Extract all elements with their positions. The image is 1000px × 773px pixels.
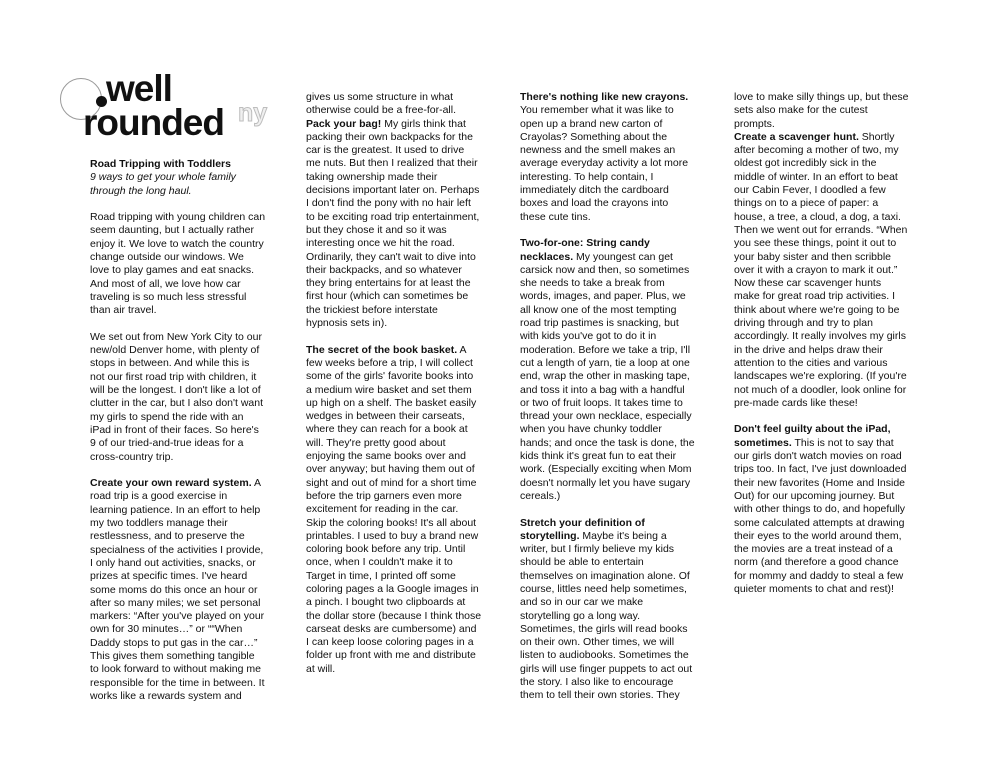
- text-line: their backpacks, and so whatever: [306, 263, 462, 276]
- text-line: coloring book before any trip. Until: [306, 543, 466, 556]
- text-line: responsible for the time in between. It: [90, 676, 265, 689]
- text-line: course, littles need help sometimes,: [520, 582, 687, 595]
- text-line: on their own. Other times, we will: [520, 636, 675, 649]
- text-line: not much of a doodler, look online for: [734, 383, 907, 396]
- text-line: And most of all, we love how car: [90, 277, 241, 290]
- text-line: Then we went out for errands. “When: [734, 223, 908, 236]
- text-line: you see these things, point it out to: [734, 237, 897, 250]
- text-line: decisions important later on. Perhaps: [306, 184, 480, 197]
- text-line: attention to the cities and various: [734, 356, 888, 369]
- text-line: carseat desks are cumbersome) and: [306, 622, 477, 635]
- text-line: oldest got incredibly sick in the: [734, 157, 877, 170]
- text-line: over anyway; but having them out of: [306, 463, 475, 476]
- column-1: [90, 158, 275, 703]
- text-line: their new favorites (Home and Inside: [734, 476, 905, 489]
- tip-6-heading: Stretch your definition of: [520, 516, 645, 529]
- text-line: carsick now and then, so sometimes: [520, 263, 690, 276]
- tip-3-first-words: A: [457, 343, 467, 356]
- text-line: up high on a shelf. The basket easily: [306, 396, 477, 409]
- text-line: learning patience. In an effort to help: [90, 503, 261, 516]
- text-line: not our first road trip with children, it: [90, 370, 257, 383]
- text-line: accordingly. It really involves my girls: [734, 330, 906, 343]
- text-line: own for 30 minutes…” or ““When: [90, 623, 243, 636]
- text-line: interesting once we hit the road.: [306, 237, 455, 250]
- tip-2-heading: Pack your bag!: [306, 117, 382, 130]
- text-line: the story. I also like to encourage: [520, 676, 674, 689]
- article-title: Road Tripping with Toddlers: [90, 158, 231, 170]
- tip-6-first-words: Maybe it's being a: [579, 529, 667, 542]
- text-line: road trip pastimes is snacking, but: [520, 317, 679, 330]
- text-line: new/old Denver home, with plenty of: [90, 344, 260, 357]
- logo-word-rounded: rounded: [83, 102, 224, 143]
- text-line: restlessness, and to preserve the: [90, 530, 245, 543]
- text-line: the trickiest before interstate: [306, 303, 438, 316]
- text-line: specialness of the activities I provide,: [90, 543, 264, 556]
- tip-5-heading-end: necklaces.: [520, 250, 574, 263]
- text-line: them to tell their own stories. They: [520, 689, 680, 702]
- text-line: markers: “After you've played on your: [90, 610, 265, 623]
- text-line: with other things to do, and hopefully: [734, 503, 906, 516]
- text-line: boxes and load the crayons into: [520, 197, 669, 210]
- text-line: over it with a crayon to mark it out.”: [734, 263, 898, 276]
- text-line: me nuts. But then I realized that their: [306, 157, 478, 170]
- text-line: think about where we're going to be: [734, 303, 900, 316]
- tip-6-continued: [734, 91, 919, 131]
- text-line: prompts.: [734, 117, 775, 130]
- text-line: I don't find the pony with no hair left: [306, 197, 471, 210]
- text-line: immediately ditch the cardboard: [520, 184, 669, 197]
- text-line: through the long haul.: [90, 184, 192, 197]
- text-line: works like a rewards system and: [90, 689, 242, 702]
- text-line: for mommy and daddy to steal a few: [734, 569, 904, 582]
- text-line: Crayolas? Something about the: [520, 130, 668, 143]
- tip-8-first-words: This is not to say that: [791, 436, 894, 449]
- text-line: storytelling go a long way.: [520, 609, 641, 622]
- text-line: kids think it's great fun to eat their: [520, 450, 677, 463]
- tip-8-heading: Don't feel guilty about the iPad,: [734, 423, 891, 436]
- text-line: change outside our windows. We: [90, 251, 244, 264]
- tip-6-body: [520, 543, 705, 703]
- text-line: will. They're pretty good about: [306, 436, 446, 449]
- text-line: moderation. Before we take a trip, I'll: [520, 343, 691, 356]
- text-line: pre-made cards like these!: [734, 396, 858, 409]
- text-line: my girls to spend the ride with an: [90, 410, 244, 423]
- text-line: taking ownership made their: [306, 170, 438, 183]
- text-line: landscapes we're exploring. (If you're: [734, 370, 907, 383]
- text-line: some moms do this once an hour or: [90, 583, 258, 596]
- text-line: I can keep loose coloring pages in a: [306, 636, 474, 649]
- text-line: listen to audiobooks. Sometimes the: [520, 649, 689, 662]
- text-line: gives us some structure in what: [306, 91, 454, 103]
- text-line: they bring entertains for at least the: [306, 277, 471, 290]
- tip-1-body: [90, 490, 275, 703]
- text-line: to be exciting road trip entertainment,: [306, 210, 480, 223]
- text-line: after so many miles; we set personal: [90, 596, 261, 609]
- tip-2-body: [306, 131, 491, 330]
- text-line: make for great road trip activities. I: [734, 290, 896, 303]
- tip-1-continued: [306, 91, 491, 118]
- text-line: average everyday activity a lot more: [520, 157, 689, 170]
- text-line: middle of winter. In an effort to beat: [734, 170, 898, 183]
- tip-4-heading: There's nothing like new crayons.: [520, 91, 689, 103]
- tip-1-heading-line: [90, 477, 275, 490]
- text-line: first hour (which can sometimes be: [306, 290, 469, 303]
- text-line: newness and the smell makes an: [520, 144, 676, 157]
- text-line: I only hand out activities, snacks, or: [90, 556, 256, 569]
- tip-3-body: [306, 357, 491, 676]
- text-line: should be able to entertain: [520, 556, 644, 569]
- text-line: We set out from New York City to our: [90, 330, 262, 343]
- text-line: enjoy it. We love to watch the country: [90, 237, 264, 250]
- text-line: prizes at specific times. I've heard: [90, 570, 248, 583]
- tip-5-heading: Two-for-one: String candy: [520, 237, 650, 250]
- text-line: our girls don't watch movies on road: [734, 450, 902, 463]
- text-line: doesn't normally let you have sugary: [520, 476, 691, 489]
- tip-7-body: [734, 144, 919, 410]
- text-line: some calculated attempts at drawing: [734, 516, 905, 529]
- text-line: interesting. To help contain, I: [520, 170, 654, 183]
- text-line: their eyes to the world around them,: [734, 529, 902, 542]
- tip-2-first-words: My girls think that: [381, 117, 466, 130]
- text-line: folder up front with me and distribute: [306, 649, 476, 662]
- text-line: where they can reach for a book at: [306, 423, 468, 436]
- text-line: packing their own backpacks for the: [306, 130, 473, 143]
- tip-5-heading-line: [520, 251, 705, 264]
- text-line: quieter moments to chat and rest)!: [734, 582, 894, 595]
- tip-7-heading: Create a scavenger hunt.: [734, 130, 859, 143]
- text-line: or two of fruit loops. It takes time to: [520, 396, 683, 409]
- tip-3-heading-line: [306, 344, 491, 357]
- text-line: some of the girls' favorite books into: [306, 370, 474, 383]
- logo-word-well: well: [106, 68, 172, 109]
- text-line: once, when I couldn't make it to: [306, 556, 453, 569]
- column-4: [734, 91, 919, 596]
- text-line: she needs to take a break from: [520, 277, 665, 290]
- text-line: cross-country trip.: [90, 450, 174, 463]
- tip-1-heading: Create your own reward system.: [90, 477, 252, 490]
- text-line: Skip the coloring books! It's all about: [306, 516, 477, 529]
- text-line: and toss it into a bag with a handful: [520, 383, 685, 396]
- masthead-logo: [60, 66, 290, 146]
- text-line: to look forward to without making me: [90, 663, 261, 676]
- text-line: driving through and try to plan: [734, 317, 873, 330]
- text-line: Out) for our upcoming journey. But: [734, 489, 895, 502]
- text-line: the dollar store (because I think those: [306, 609, 482, 622]
- tip-7-first-words: Shortly: [858, 130, 895, 143]
- text-line: before the trip garners even more: [306, 489, 462, 502]
- text-line: all know one of the most tempting: [520, 303, 677, 316]
- column-3: [520, 91, 705, 703]
- text-line: 9 of our tried-and-true ideas for a: [90, 437, 244, 450]
- text-line: Ordinarily, they can't wait to dive into: [306, 250, 476, 263]
- tip-8-heading-line: [734, 437, 919, 450]
- text-line: sight and out of mind for a short time: [306, 476, 477, 489]
- text-line: our Cabin Fever, I doodled a few: [734, 184, 886, 197]
- text-line: coloring pages a la Google images in: [306, 582, 479, 595]
- text-line: the movies are a treat instead of a: [734, 543, 893, 556]
- text-line: work. (Especially exciting when Mom: [520, 463, 692, 476]
- text-line: writer, but I firmly believe my kids: [520, 543, 675, 556]
- text-line: love to play games and eat snacks.: [90, 264, 255, 277]
- text-line: when you have chunky toddler: [520, 423, 662, 436]
- text-line: after becoming a mother of two, my: [734, 144, 899, 157]
- text-line: a pinch. I bought two clipboards at: [306, 596, 466, 609]
- tip-4-body: [520, 104, 705, 224]
- text-line: Road tripping with young children can: [90, 211, 266, 224]
- text-line: words, images, and paper. Plus, we: [520, 290, 686, 303]
- text-line: few weeks before a trip, I will collect: [306, 356, 473, 369]
- text-line: otherwise could be a free-for-all.: [306, 104, 456, 117]
- text-line: but they chose it and so it was: [306, 223, 447, 236]
- tip-1-first-words: A: [251, 477, 261, 490]
- text-line: Target in time, I printed off some: [306, 569, 456, 582]
- text-line: excitement for reading in the car.: [306, 503, 459, 516]
- text-line: and so in our car we make: [520, 596, 644, 609]
- text-line: themselves on imagination alone. Of: [520, 569, 690, 582]
- text-line: 9 ways to get your whole family: [90, 171, 236, 184]
- text-line: clutter in the car, but I also don't want: [90, 397, 264, 410]
- text-line: stops in between. And while this is: [90, 357, 250, 370]
- tip-6-heading-line: [520, 530, 705, 543]
- column-2: [306, 91, 491, 676]
- text-line: car is the greatest. It used to drive: [306, 144, 465, 157]
- text-line: a medium wire basket and set them: [306, 383, 472, 396]
- intro-paragraph-2: [90, 331, 275, 464]
- text-line: these cute tins.: [520, 210, 591, 223]
- text-line: wedges in between their carseats,: [306, 410, 465, 423]
- article-subtitle: [90, 171, 275, 198]
- text-line: in the drive and helps draw their: [734, 343, 883, 356]
- text-line: hands; and once the task is done, the: [520, 436, 695, 449]
- text-line: end, wrap the other in masking tape,: [520, 370, 690, 383]
- text-line: girls will use finger puppets to act out: [520, 662, 693, 675]
- text-line: with kids you've got to do it in: [520, 330, 657, 343]
- text-line: things on to a piece of paper: a: [734, 197, 879, 210]
- text-line: seem daunting, but I actually rather: [90, 224, 255, 237]
- tip-8-body: [734, 450, 919, 596]
- text-line: love to make silly things up, but these: [734, 91, 909, 103]
- text-line: Daddy stops to put gas in the car…”: [90, 636, 258, 649]
- text-line: You remember what it was like to: [520, 104, 674, 117]
- logo-suffix-ny: ny: [238, 99, 268, 127]
- text-line: This gives them something tangible: [90, 649, 255, 662]
- text-line: trips too. In fact, I've just downloaded: [734, 463, 907, 476]
- text-line: house, a tree, a cloud, a dog, a taxi.: [734, 210, 901, 223]
- text-line: cereals.): [520, 489, 561, 502]
- text-line: Now these car scavenger hunts: [734, 277, 882, 290]
- tip-3-heading: The secret of the book basket.: [306, 343, 458, 356]
- text-line: printables. I used to buy a brand new: [306, 529, 479, 542]
- text-line: enjoying the same books over and: [306, 450, 466, 463]
- tip-7-heading-line: [734, 131, 919, 144]
- text-line: norm (and therefore a good chance: [734, 556, 899, 569]
- text-line: than air travel.: [90, 304, 157, 317]
- text-line: Sometimes, the girls will read books: [520, 622, 688, 635]
- intro-paragraph-1: [90, 211, 275, 317]
- text-line: sets also make for the cutest: [734, 104, 868, 117]
- text-line: at will.: [306, 662, 336, 675]
- text-line: your baby sister and then scribble: [734, 250, 892, 263]
- text-line: cut a length of yarn, tie a loop at one: [520, 356, 690, 369]
- text-line: my two toddlers manage their: [90, 517, 228, 530]
- text-line: road trip is a good exercise in: [90, 490, 228, 503]
- text-line: will be the longest. I don't like a lot of: [90, 384, 261, 397]
- tip-5-body: [520, 264, 705, 503]
- text-line: open up a brand new carton of: [520, 117, 663, 130]
- text-line: traveling is so much less stressful: [90, 290, 247, 303]
- tip-6-heading-end: storytelling.: [520, 529, 580, 542]
- tip-8-heading-end: sometimes.: [734, 436, 792, 449]
- text-line: iPad in front of their faces. So here's: [90, 423, 259, 436]
- tip-2-heading-line: [306, 118, 491, 131]
- tip-5-first-words: My youngest can get: [573, 250, 673, 263]
- text-line: hypnosis sets in).: [306, 317, 388, 330]
- text-line: thread your own necklace, especially: [520, 410, 692, 423]
